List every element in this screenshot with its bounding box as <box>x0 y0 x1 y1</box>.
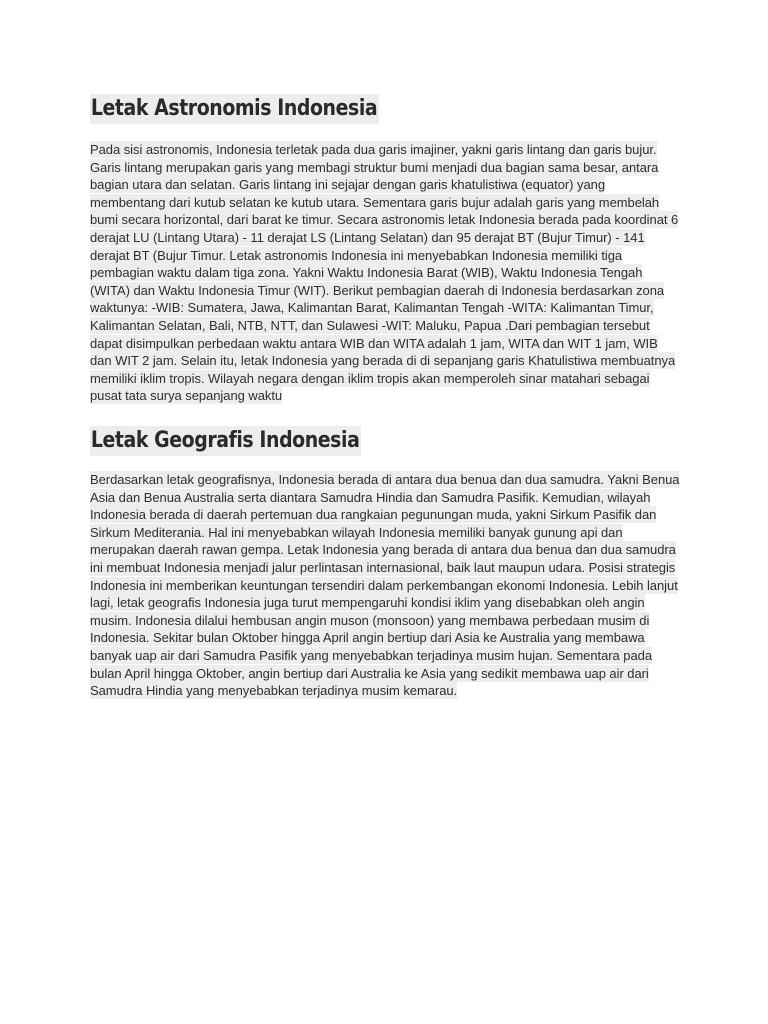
paragraph-text: Berdasarkan letak geografisnya, Indonesia berada di antara dua benua dan dua samudra. Yakni Benua Asia dan Benua Australia serta diantara Samudra Hindia dan Samudra Pasifik. Kemudian, wilayah Indonesia berada di daerah pertemuan dua rangkaian pegunungan muda, yakni Sirkum Pasifik dan Sirkum Mediterania. Hal ini menyebabkan wilayah Indonesia memiliki banyak gunung api dan merupakan daerah rawan gempa. Letak Indonesia yang berada di antara dua benua dan dua samudra ini membuat Indonesia menjadi jalur perlintasan internasional, baik laut maupun udara. Posisi strategis Indonesia ini memberikan keuntungan tersendiri dalam perkembangan ekonomi Indonesia. Lebih lanjut lagi, letak geografis Indonesia juga turut mempengaruhi kondisi iklim yang disebabkan oleh angin musim. Indonesia dilalui hembusan angin muson (monsoon) yang membawa perbedaan musim di Indonesia. Sekitar bulan Oktober hingga April angin bertiup dari Asia ke Australia yang membawa banyak uap air dari Samudra Pasifik yang menyebabkan terjadinya musim hujan. Sementara pada bulan April hingga Oktober, angin bertiup dari Australia ke Asia yang sedikit membawa uap air dari Samudra Hindia yang menyebabkan terjadinya musim kemarau. <box>90 472 680 699</box>
section-letak-astronomis <box>90 94 682 405</box>
section-paragraph <box>90 141 682 405</box>
section-heading: Letak Geografis Indonesia <box>90 426 361 456</box>
section-letak-geografis <box>90 426 682 700</box>
section-paragraph <box>90 471 682 700</box>
section-heading: Letak Astronomis Indonesia <box>90 94 379 124</box>
paragraph-text: Pada sisi astronomis, Indonesia terletak pada dua garis imajiner, yakni garis lintang dan garis bujur. Garis lintang merupakan garis yang membagi struktur bumi menjadi dua bagian sama besar, antara bagian utara dan selatan. Garis lintang ini sejajar dengan garis khatulistiwa (equator) yang membentang dari kutub selatan ke kutub utara. Sementara garis bujur adalah garis yang membelah bumi secara horizontal, dari barat ke timur. Secara astronomis letak Indonesia berada pada koordinat 6 derajat LU (Lintang Utara) - 11 derajat LS (Lintang Selatan) dan 95 derajat BT (Bujur Timur) - 141 derajat BT (Bujur Timur. Letak astronomis Indonesia ini menyebabkan Indonesia memiliki tiga pembagian waktu dalam tiga zona. Yakni Waktu Indonesia Barat (WIB), Waktu Indonesia Tengah (WITA) dan Waktu Indonesia Timur (WIT). Berikut pembagian daerah di Indonesia berdasarkan zona waktunya: -WIB: Sumatera, Jawa, Kalimantan Barat, Kalimantan Tengah -WITA: Kalimantan Timur, Kalimantan Selatan, Bali, NTB, NTT, dan Sulawesi -WIT: Maluku, Papua .Dari pembagian tersebut dapat disimpulkan perbedaan waktu antara WIB dan WITA adalah 1 jam, WITA dan WIT 1 jam, WIB dan WIT 2 jam. Selain itu, letak Indonesia yang berada di di sepanjang garis Khatulistiwa membuatnya memiliki iklim tropis. Wilayah negara dengan iklim tropis akan memperoleh sinar matahari sebagai pusat tata surya sepanjang waktu <box>90 142 679 404</box>
